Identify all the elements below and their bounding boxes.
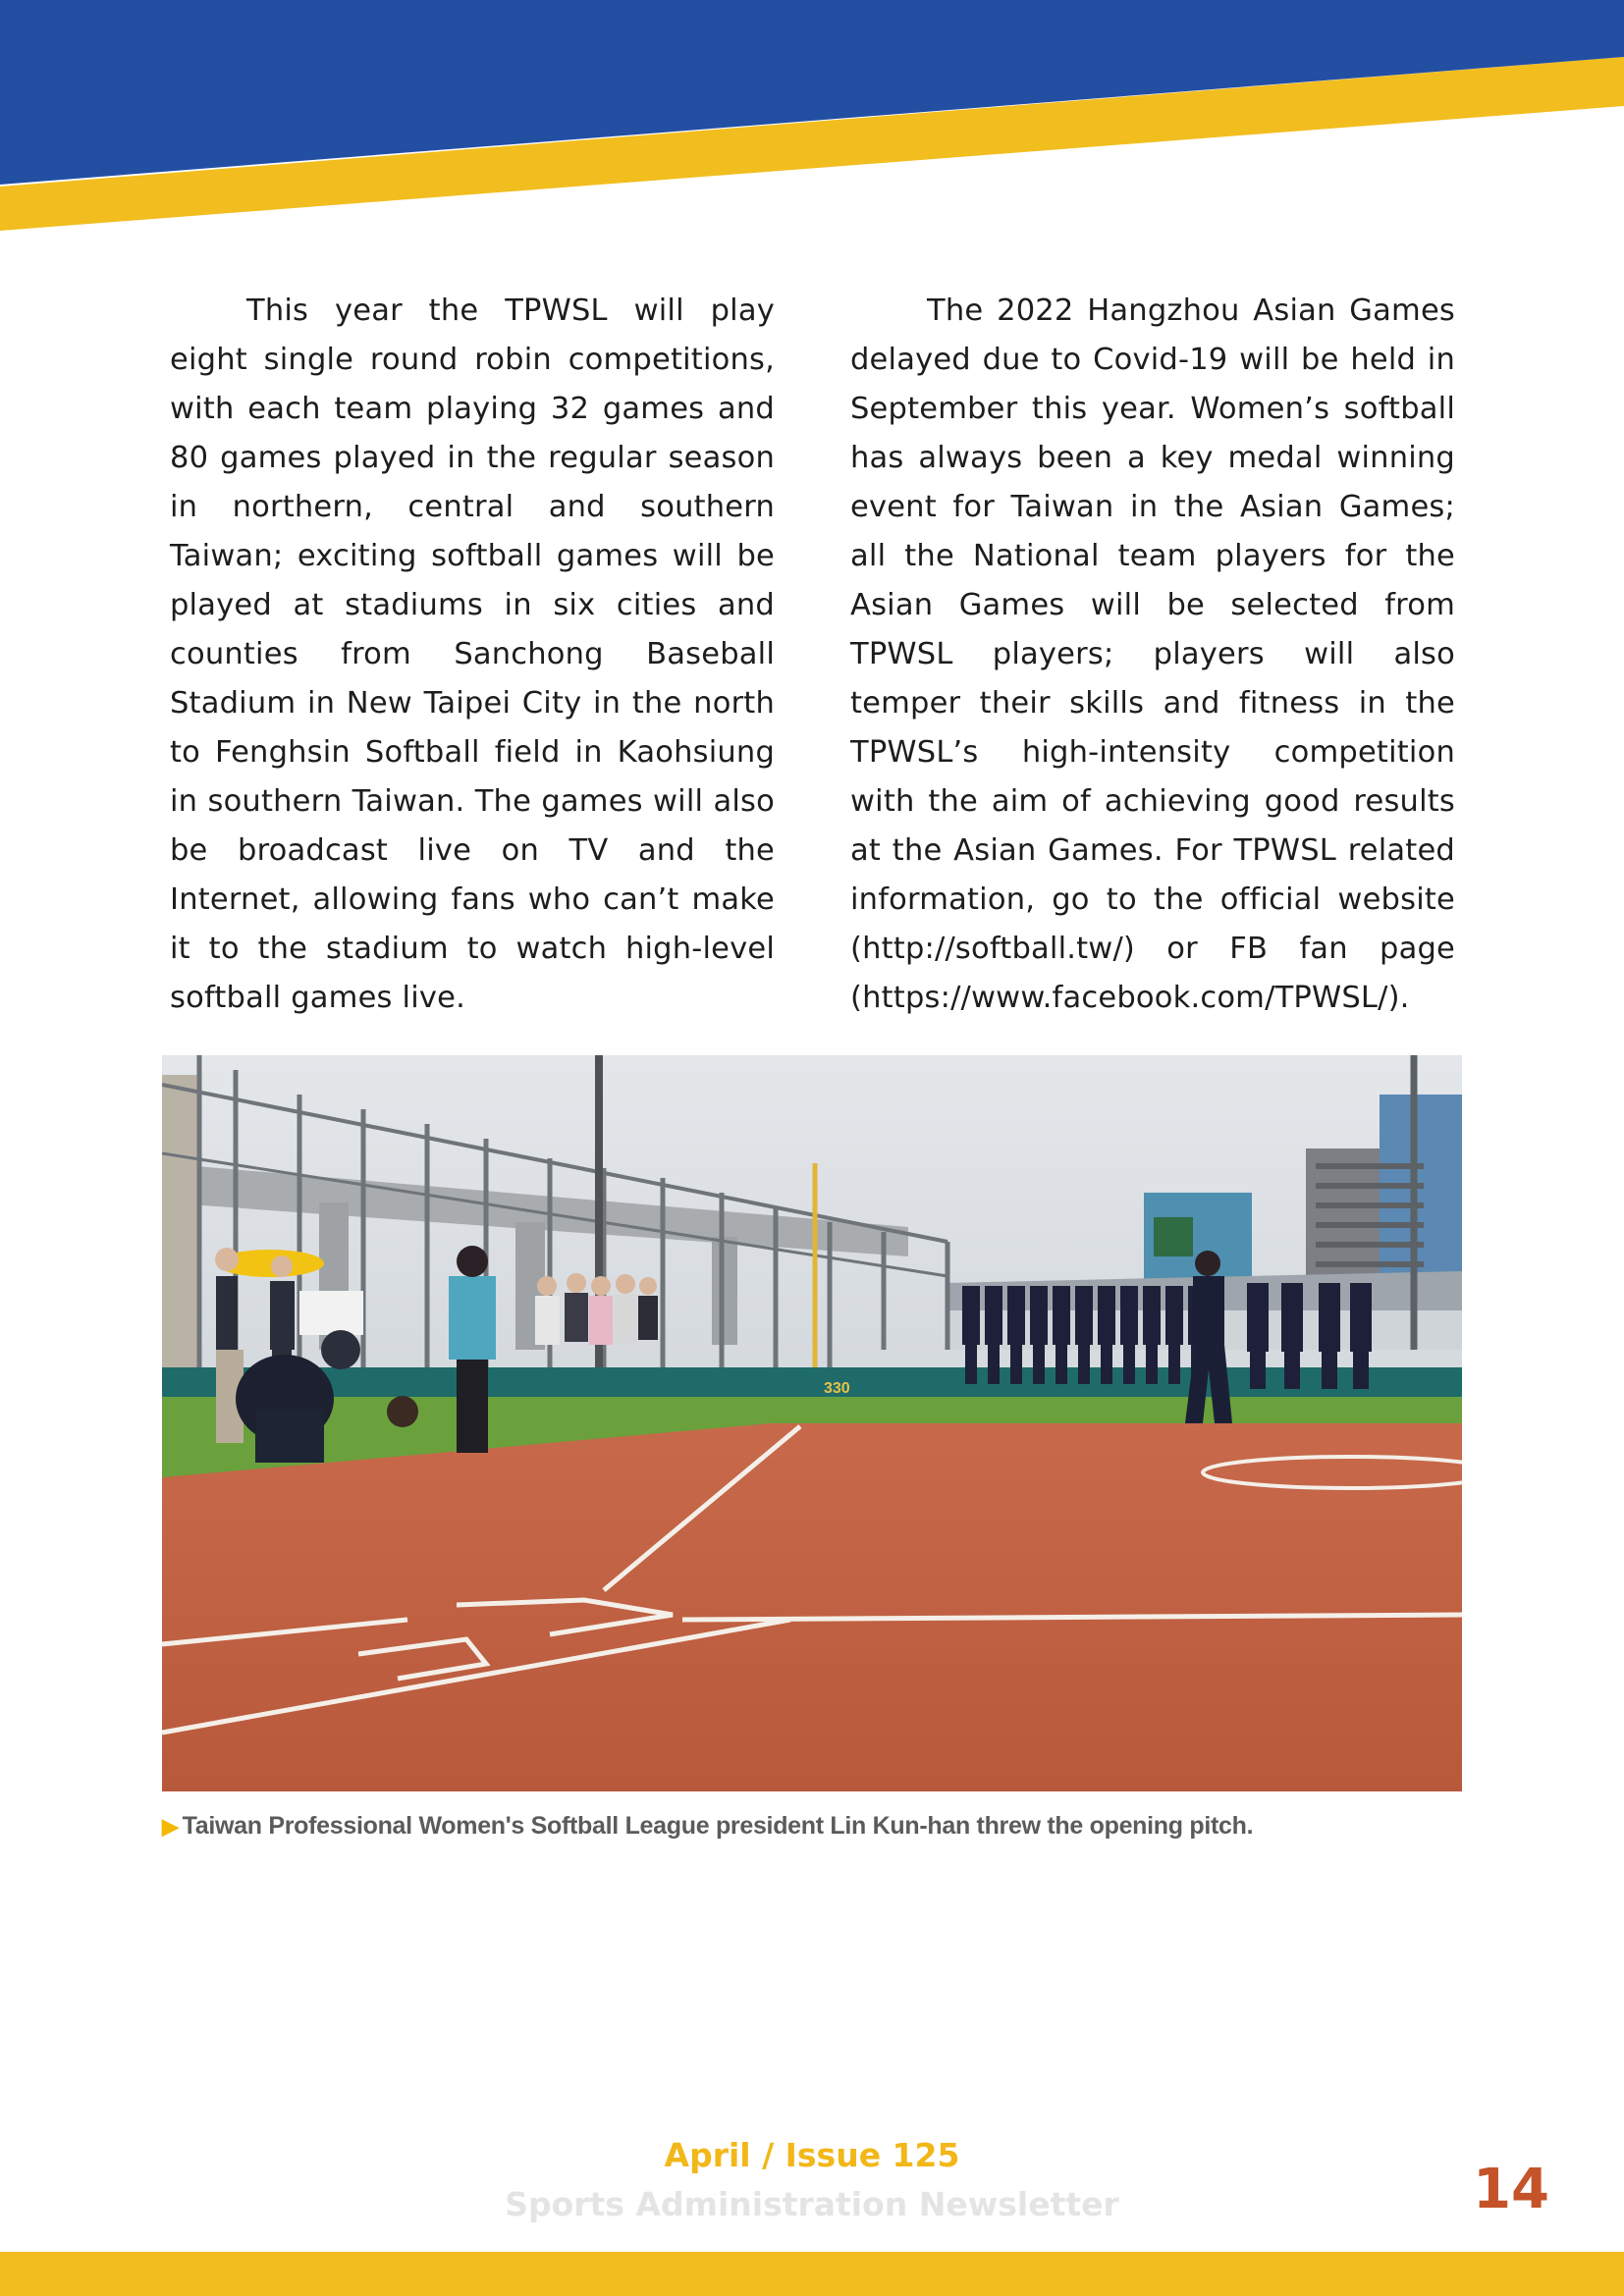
page-number: 14 bbox=[1473, 2158, 1549, 2221]
newsletter-title: Sports Administration Newsletter bbox=[505, 2185, 1119, 2223]
article-left-column: This year the TPWSL will play eight single round robin competitions, with each team playing 32 games and 80 games played in the regular season in northern, central and southern Taiwan; exciting softball games will be played at stadiums in six cities and counties from Sanchong Baseball Stadium in New Taipei City in the north to Fenghsin Softball field in Kaohsiung in southern Taiwan. The games will also be broadcast live on TV and the Internet, allowing fans who can’t make it to the stadium to watch high-level softball games live. bbox=[170, 294, 775, 1015]
article-right-column: The 2022 Hangzhou Asian Games delayed due to Covid-19 will be held in September this year. Women’s softball has always been a key medal winning event for Taiwan in the Asian Games; all the National team players for the Asian Games will be selected from TPWSL players; players will also temper their skills and fitness in the TPWSL’s high-intensity competition with the aim of achieving good results at the Asian Games. For TPWSL related information, go to the official website (http://softball.tw/) or FB fan page (https://www.facebook.com/TPWSL/). bbox=[850, 294, 1455, 1015]
footer-bar bbox=[0, 2252, 1624, 2296]
issue-label: April / Issue 125 bbox=[664, 2136, 960, 2174]
caption-triangle-icon: ▶ bbox=[162, 1814, 179, 1839]
article-photo bbox=[162, 1055, 1462, 1791]
scoreboard-distance-marker: 330 bbox=[824, 1380, 850, 1397]
header-banner bbox=[0, 0, 1624, 236]
caption-text: Taiwan Professional Women's Softball League president Lin Kun-han threw the opening pitch. bbox=[182, 1812, 1254, 1840]
seated-officials bbox=[535, 1273, 658, 1345]
softball-field-photo bbox=[162, 1055, 1462, 1791]
photo-caption bbox=[162, 1812, 1253, 1841]
